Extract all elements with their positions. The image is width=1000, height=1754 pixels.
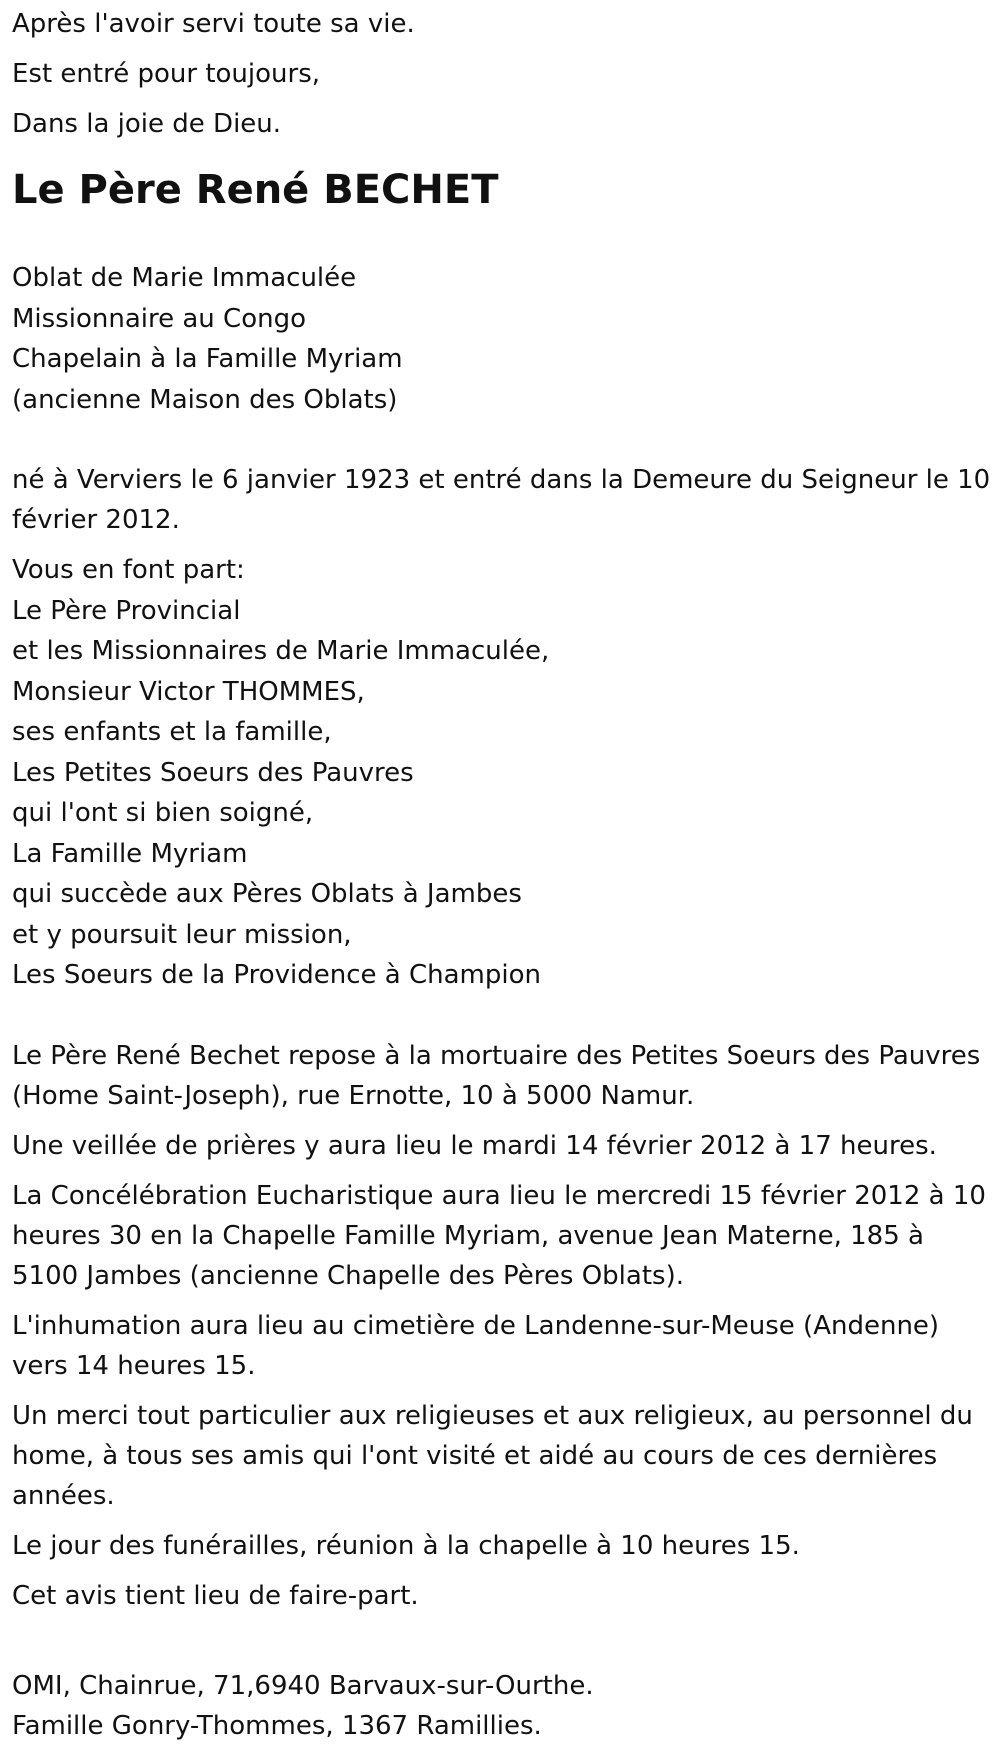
deceased-name-title: Le Père René BECHET	[12, 167, 499, 213]
intro-verse	[12, 4, 988, 145]
role-line: Chapelain à la Famille Myriam	[12, 344, 403, 374]
role-line: (ancienne Maison des Oblats)	[12, 384, 398, 415]
announcer-line: Les Soeurs de la Providence à Champion	[12, 960, 542, 990]
details-paragraph: Le Père René Bechet repose à la mortuaire des Petites Soeurs des Pauvres (Home Saint-Joseph), rue Ernotte, 10 à 5000 Namur.	[12, 1040, 981, 1111]
details-paragraph: Un merci tout particulier aux religieuses et aux religieux, au personnel du home, à tous ses amis qui l'ont visité et aidé au cours de ces dernières années.	[12, 1400, 973, 1511]
details-paragraph: La Concélébration Eucharistique aura lieu le mercredi 15 février 2012 à 10 heures 30 en la Chapelle Famille Myriam, avenue Jean Materne, 185 à 5100 Jambes (ancienne Chapelle des Pères Oblats).	[12, 1180, 986, 1291]
details-paragraph: Cet avis tient lieu de faire-part.	[12, 1580, 419, 1611]
address-line: OMI, Chainrue, 71,6940 Barvaux-sur-Ourthe.	[12, 1670, 594, 1701]
addresses-list	[12, 1666, 988, 1747]
announcer-line: ses enfants et la famille,	[12, 717, 332, 747]
spacer	[12, 996, 988, 1036]
announcer-line: et les Missionnaires de Marie Immaculée,	[12, 636, 550, 666]
intro-line: Après l'avoir servi toute sa vie.	[12, 9, 415, 39]
announcer-line: Le Père Provincial	[12, 595, 241, 626]
announcer-line: qui l'ont si bien soigné,	[12, 798, 314, 828]
intro-line: Est entré pour toujours,	[12, 59, 321, 89]
intro-line: Dans la joie de Dieu.	[12, 109, 282, 139]
details-paragraph: Une veillée de prières y aura lieu le mardi 14 février 2012 à 17 heures.	[12, 1130, 937, 1161]
role-line: Oblat de Marie Immaculée	[12, 263, 357, 293]
role-line: Missionnaire au Congo	[12, 303, 306, 334]
announcer-line: Monsieur Victor THOMMES,	[12, 676, 365, 707]
announcer-line: qui succède aux Pères Oblats à Jambes	[12, 879, 522, 909]
announcer-line: La Famille Myriam	[12, 838, 248, 869]
address-line: Famille Gonry-Thommes, 1367 Ramillies.	[12, 1711, 542, 1741]
funeral-details	[12, 1036, 988, 1616]
announcer-line: Les Petites Soeurs des Pauvres	[12, 757, 414, 788]
announcer-line: et y poursuit leur mission,	[12, 919, 352, 950]
roles-list	[12, 258, 988, 420]
spacer	[12, 1626, 988, 1666]
announcers-list	[12, 550, 988, 996]
details-paragraph: Le jour des funérailles, réunion à la chapelle à 10 heures 15.	[12, 1530, 800, 1561]
announcer-line: Vous en font part:	[12, 555, 245, 585]
spacer	[12, 420, 988, 460]
birth-death-paragraph: né à Verviers le 6 janvier 1923 et entré dans la Demeure du Seigneur le 10 février 2012.	[12, 465, 991, 535]
details-paragraph: L'inhumation aura lieu au cimetière de Landenne-sur-Meuse (Andenne) vers 14 heures 15.	[12, 1310, 940, 1381]
